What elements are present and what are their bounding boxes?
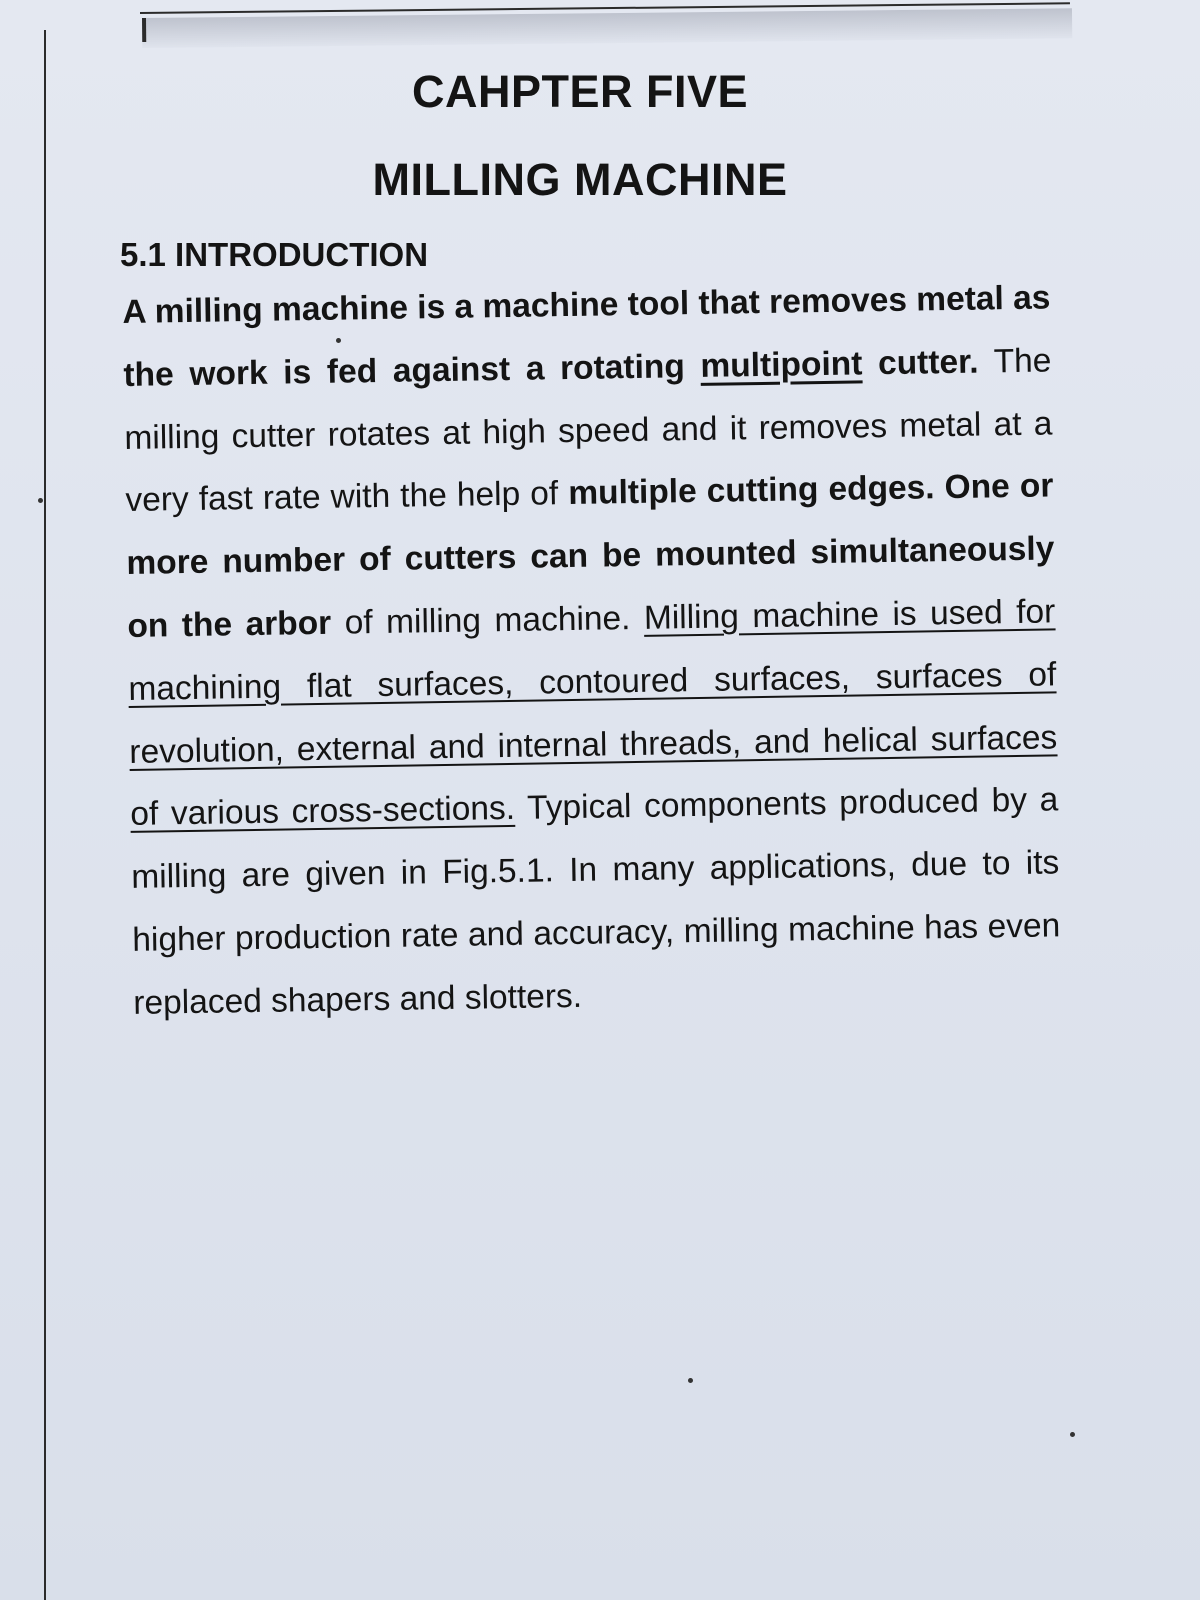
intro-paragraph <box>122 267 1062 1035</box>
section-heading: 5.1 INTRODUCTION <box>120 236 429 273</box>
header-band <box>142 8 1072 48</box>
ink-dot <box>688 1378 693 1383</box>
normal-text-2: of milling machine. <box>344 600 631 642</box>
underlined-text-1: Milling machine is used for machining flat surfaces, contoured surfaces, surfaces of revolution, external and internal threads, and helical surfaces of various cross-sections. <box>128 593 1058 834</box>
header-band-edge <box>142 18 146 42</box>
margin-rule <box>44 30 46 1600</box>
ink-dot <box>336 338 341 343</box>
normal-text-3: Typical components produced by a milling are given in Fig.5.1. In many applications, due to its higher production rate and accuracy, milling machine has even replaced shapers and slotters. <box>131 781 1061 1022</box>
ink-dot <box>1070 1432 1075 1437</box>
page-title: MILLING MACHINE <box>372 154 788 205</box>
bold-text-2: cutter. <box>877 343 979 382</box>
chapter-title: CAHPTER FIVE <box>411 66 749 117</box>
bold-underlined-text-1: multipoint <box>700 345 863 385</box>
bold-text-1: A milling machine is a machine tool that removes metal as the work is fed against a rotating <box>122 279 1051 394</box>
normal-text-1: The milling cutter rotates at high speed and it removes metal at a very fast rate with the help of <box>124 342 1053 520</box>
bold-text-3: multiple cutting edges. One or more number of cutters can be mounted simultaneously on the arbor <box>126 467 1055 645</box>
ink-dot <box>38 498 43 503</box>
